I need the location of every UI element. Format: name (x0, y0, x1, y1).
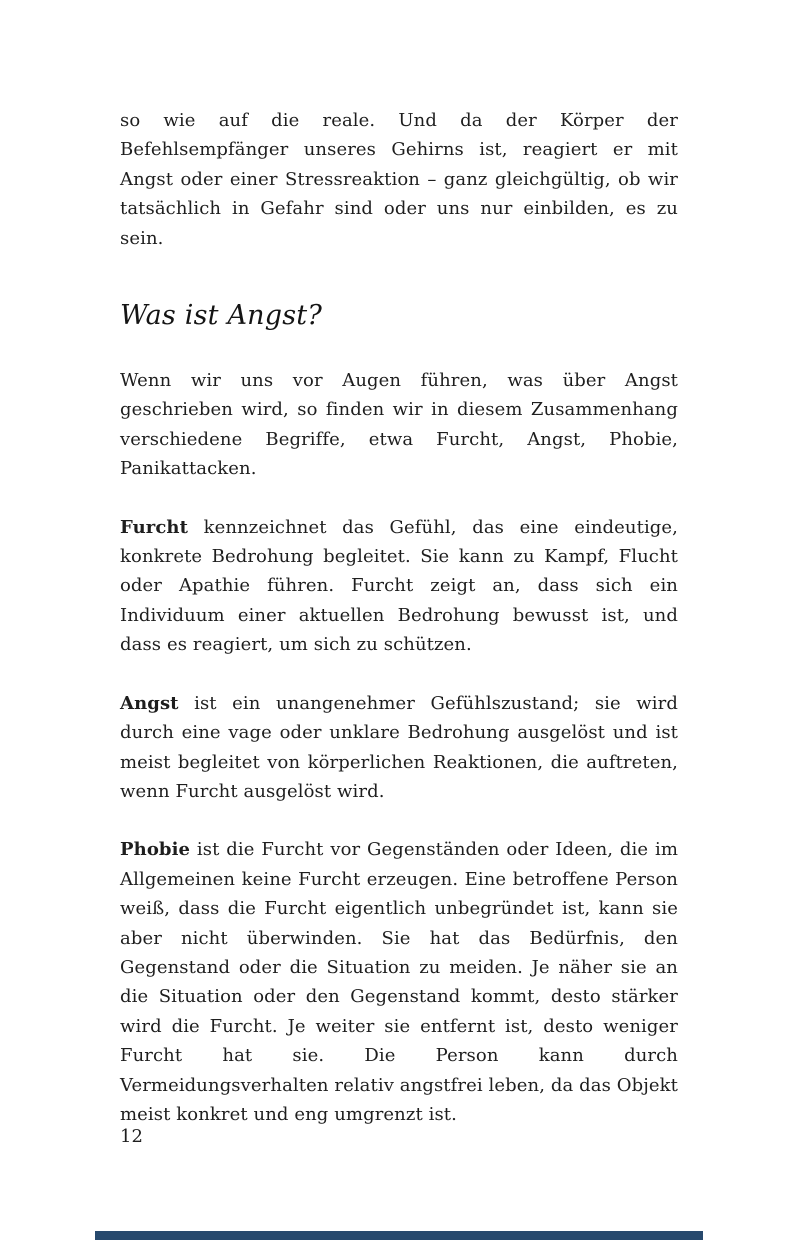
paragraph-furcht (120, 513, 678, 660)
paragraph-phobie (120, 835, 678, 1129)
progress-bar (95, 1231, 703, 1240)
term-angst: Angst (120, 692, 179, 714)
paragraph-angst (120, 689, 678, 807)
paragraph-angst-text: ist ein unangenehmer Gefühlszustand; sie wird durch eine vage oder unklare Bedrohung ausgelöst und ist meist begleitet von körperlichen Reaktionen, die auftreten, wenn Furcht ausgelöst wird. (120, 692, 678, 802)
term-furcht: Furcht (120, 516, 188, 538)
paragraph-furcht-text: kennzeichnet das Gefühl, das eine eindeutige, konkrete Bedrohung begleitet. Sie kann zu Kampf, Flucht oder Apathie führen. Furcht zeigt an, dass sich ein Individuum einer aktuellen Bedrohung bewusst ist, und dass es reagiert, um sich zu schützen. (120, 516, 678, 656)
term-phobie: Phobie (120, 839, 191, 861)
paragraph-intro: so wie auf die reale. Und da der Körper der Befehlsempfänger unseres Gehirns ist, reagiert er mit Angst oder einer Stressreaktion – ganz gleichgültig, ob wir tatsächlich in Gefahr sind oder uns nur einbilden, es zu sein. (120, 110, 678, 249)
page-number: 12 (120, 1126, 143, 1147)
paragraph-phobie-text: ist die Furcht vor Gegenständen oder Ideen, die im Allgemeinen keine Furcht erzeugen. Eine betroffene Person weiß, dass die Furcht eigentlich unbegründet ist, kann sie aber nicht überwinden. Sie hat das Bedürfnis, den Gegenstand oder die Situation zu meiden. Je näher sie an die Situation oder den Gegenstand kommt, desto stärker wird die Furcht. Je weiter sie entfernt ist, desto weniger Furcht hat sie. Die Person kann durch Vermeidungsverhalten relativ angstfrei leben, da das Objekt meist konkret und eng umgrenzt ist. (120, 839, 678, 1125)
paragraph-begriffe: Wenn wir uns vor Augen führen, was über Angst geschrieben wird, so finden wir in diesem Zusammenhang verschiedene Begriffe, etwa Furcht, Angst, Phobie, Panikattacken. (120, 370, 678, 480)
section-heading: Was ist Angst? (120, 300, 323, 332)
